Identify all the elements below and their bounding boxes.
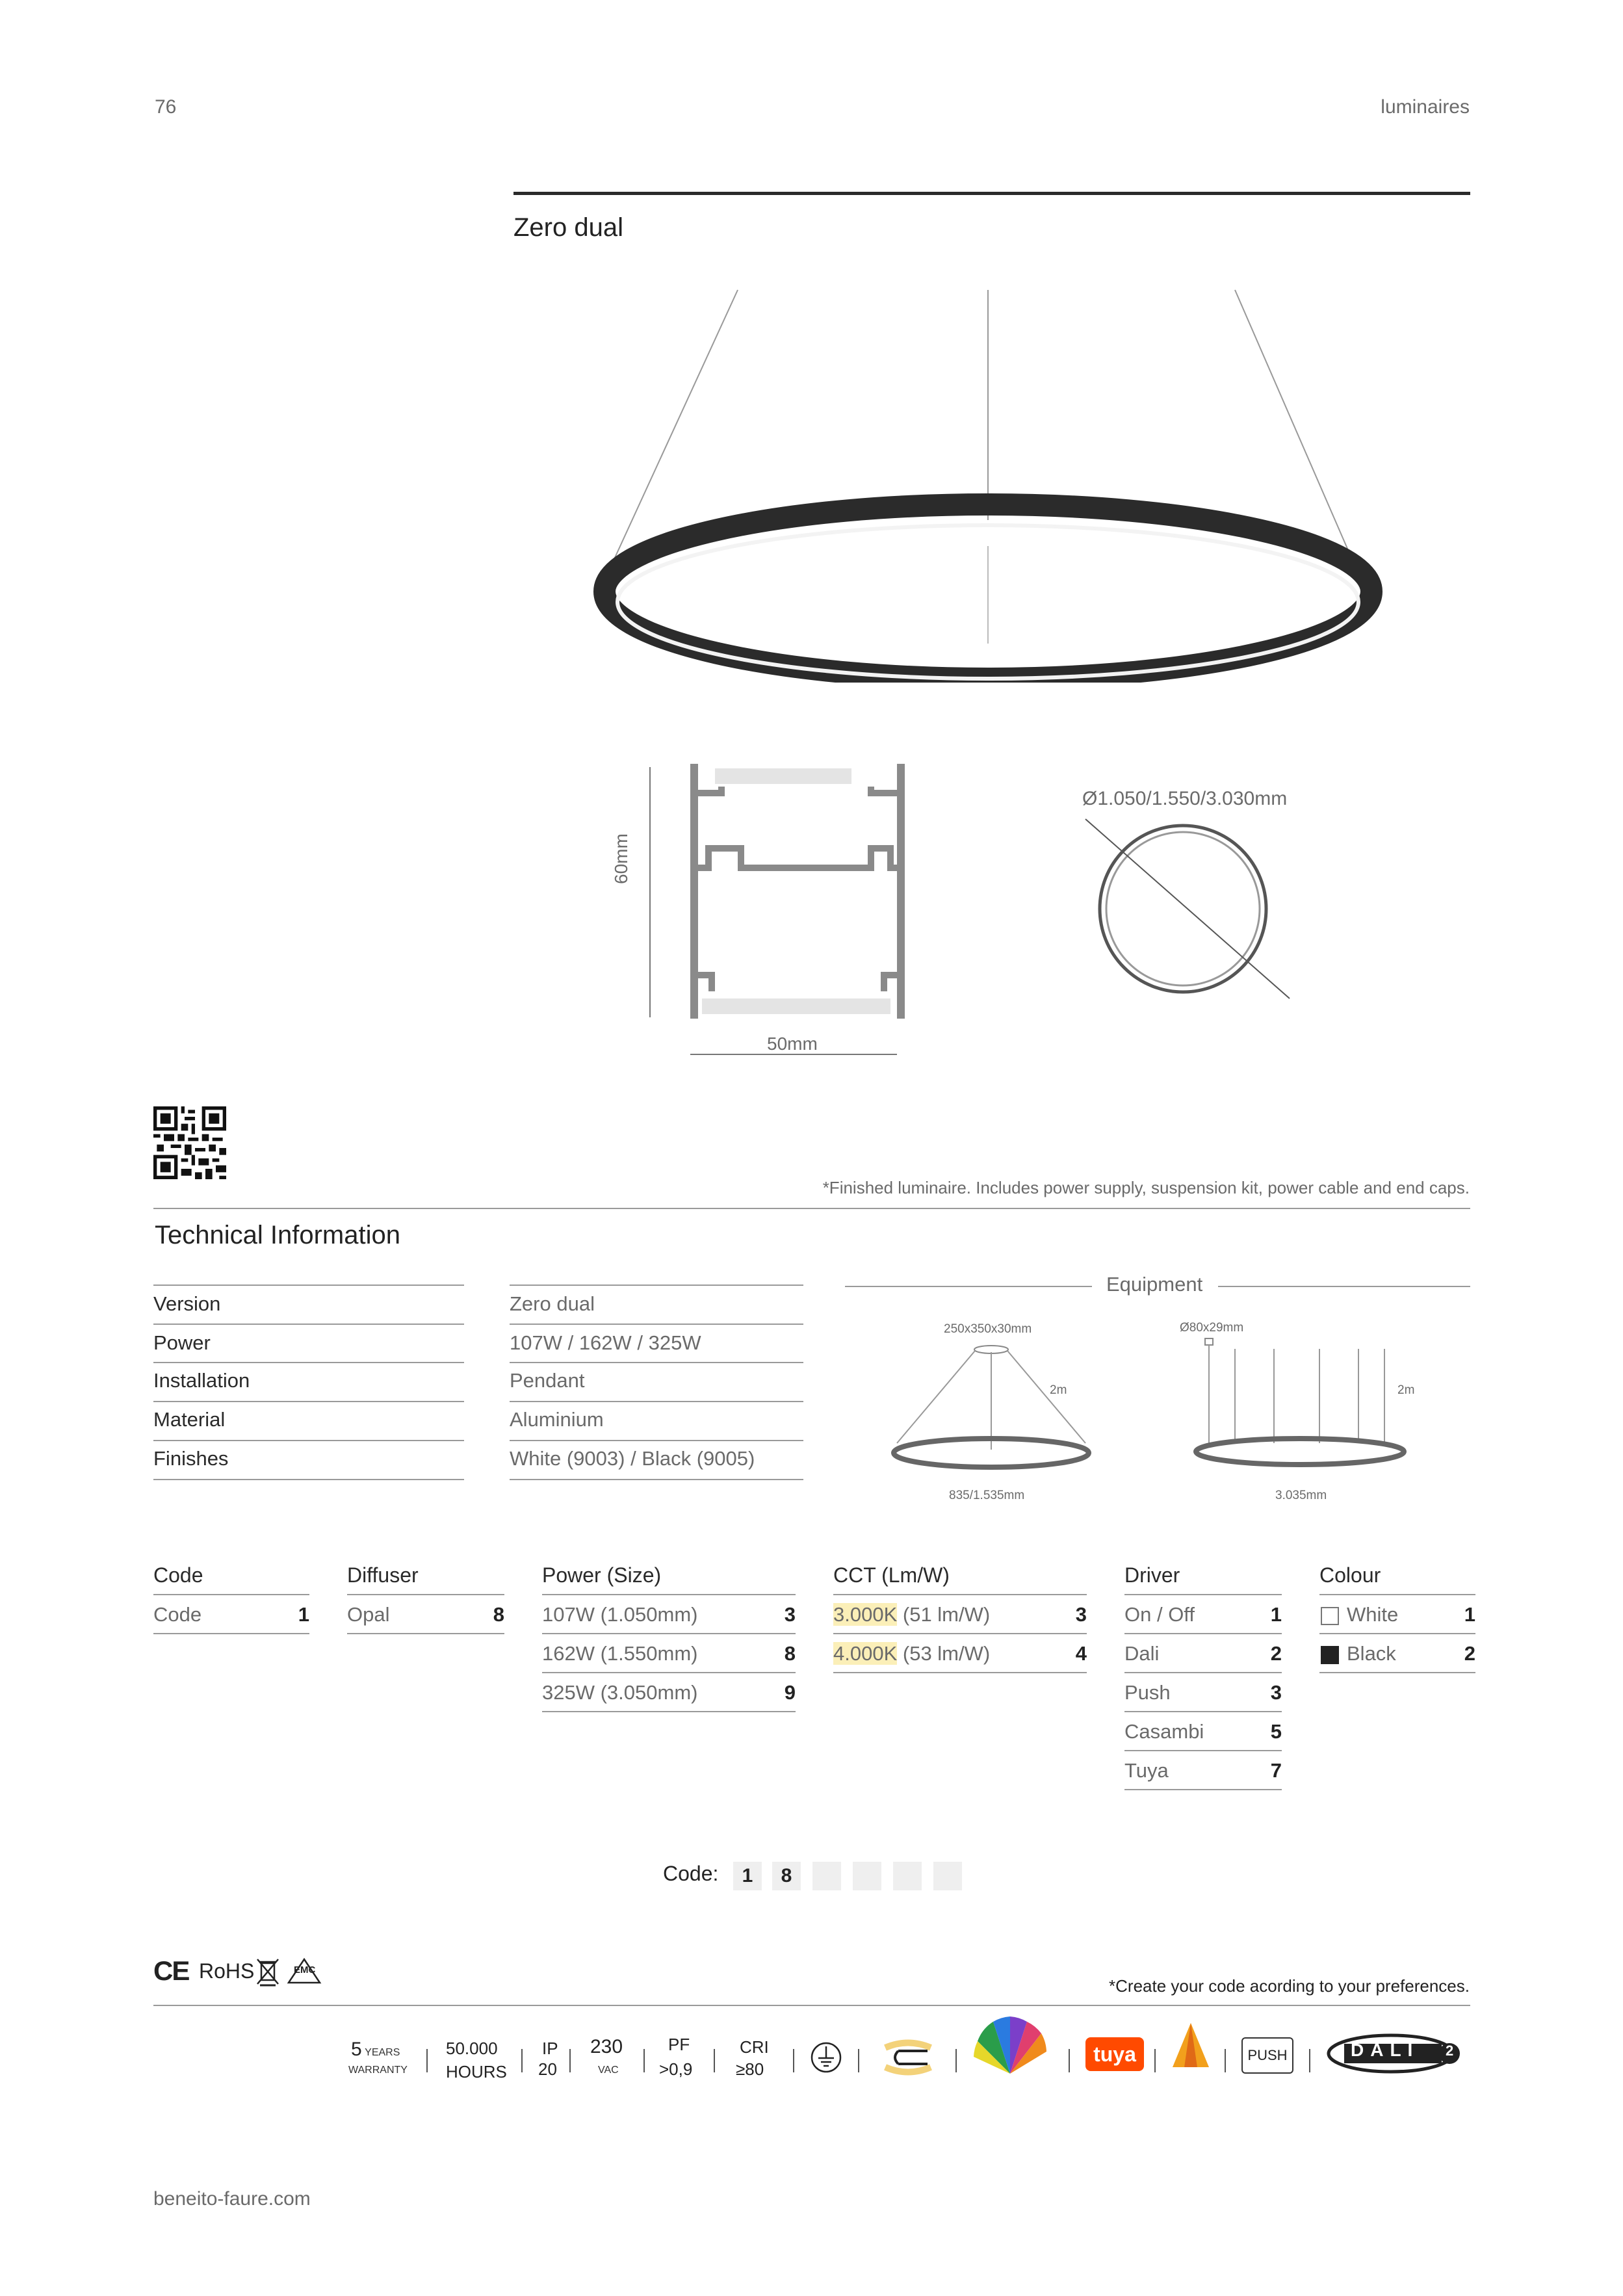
diffuser-col-rule bbox=[347, 1633, 504, 1634]
colour-col-rule bbox=[1319, 1594, 1475, 1595]
light-direction-icon bbox=[879, 2035, 937, 2080]
profile-height-label: 60mm bbox=[611, 833, 631, 884]
tuya-logo: tuya bbox=[1085, 2037, 1144, 2071]
equipment-b-side: 2m bbox=[1397, 1383, 1415, 1397]
footer-url[interactable]: beneito-faure.com bbox=[153, 2188, 311, 2210]
product-image bbox=[572, 280, 1391, 683]
spec-value-power: 107W / 162W / 325W bbox=[510, 1331, 701, 1354]
cct-row-num: 3 bbox=[1075, 1603, 1087, 1626]
spec-label-finishes: Finishes bbox=[153, 1447, 229, 1470]
cri-label: CRI bbox=[740, 2037, 769, 2057]
cct-col-rule bbox=[833, 1672, 1087, 1673]
spec-separator bbox=[858, 2049, 859, 2072]
spec-value-installation: Pendant bbox=[510, 1369, 585, 1392]
equipment-b-top: Ø80x29mm bbox=[1180, 1321, 1244, 1335]
product-title: Zero dual bbox=[513, 213, 623, 242]
hours-num: 50.000 bbox=[446, 2039, 498, 2058]
voltage-unit: VAC bbox=[598, 2065, 619, 2076]
ip-value: 20 bbox=[538, 2059, 557, 2079]
code-builder-label: Code: bbox=[663, 1862, 719, 1885]
colour-col-rule bbox=[1319, 1672, 1475, 1673]
spec-value-finishes: White (9003) / Black (9005) bbox=[510, 1447, 755, 1470]
driver-row-label: Dali bbox=[1124, 1642, 1160, 1665]
code-digit-2[interactable]: 8 bbox=[772, 1862, 801, 1890]
driver-col-head: Driver bbox=[1124, 1563, 1180, 1587]
power-row-label: 162W (1.550mm) bbox=[542, 1642, 698, 1665]
driver-row-label: Push bbox=[1124, 1681, 1171, 1704]
cri-value: ≥80 bbox=[736, 2059, 764, 2079]
diffuser-col-head: Diffuser bbox=[347, 1563, 419, 1587]
spec-rule bbox=[510, 1285, 803, 1286]
weee-icon bbox=[256, 1957, 279, 1987]
spec-separator bbox=[793, 2049, 794, 2072]
power-row-label: 325W (3.050mm) bbox=[542, 1681, 698, 1704]
diameter-label: Ø1.050/1.550/3.030mm bbox=[1082, 788, 1288, 809]
finished-note: *Finished luminaire. Includes power supply, suspension kit, power cable and end caps. bbox=[822, 1178, 1470, 1197]
swatch-white bbox=[1321, 1607, 1339, 1625]
equipment-rule-right bbox=[1218, 1286, 1470, 1287]
driver-col-rule bbox=[1124, 1750, 1282, 1751]
driver-row-num: 7 bbox=[1270, 1759, 1282, 1782]
spec-separator bbox=[955, 2049, 957, 2072]
diffuser-row-num: 8 bbox=[493, 1603, 504, 1626]
spec-rule bbox=[153, 1479, 464, 1480]
section-label: luminaires bbox=[1381, 96, 1470, 118]
colour-row-label: White bbox=[1347, 1603, 1399, 1626]
spec-rule bbox=[153, 1401, 464, 1402]
qr-code[interactable] bbox=[153, 1106, 226, 1179]
profile-width-label: 50mm bbox=[767, 1034, 818, 1054]
diameter-drawing bbox=[1072, 787, 1306, 1008]
driver-col-rule bbox=[1124, 1633, 1282, 1634]
spec-separator bbox=[714, 2049, 715, 2072]
diffuser-row-label: Opal bbox=[347, 1603, 390, 1626]
voltage-value: 230 bbox=[590, 2036, 623, 2057]
driver-row-num: 5 bbox=[1270, 1720, 1282, 1743]
equipment-diagram-a bbox=[884, 1339, 1098, 1482]
colour-row-label: Black bbox=[1347, 1642, 1396, 1665]
dali-version: 2 bbox=[1446, 2042, 1454, 2059]
spec-rule bbox=[510, 1440, 803, 1441]
driver-row-label: Casambi bbox=[1124, 1720, 1204, 1743]
power-row-label: 107W (1.050mm) bbox=[542, 1603, 698, 1626]
spec-value-material: Aluminium bbox=[510, 1408, 604, 1431]
power-col-rule bbox=[542, 1594, 796, 1595]
spec-separator bbox=[1309, 2049, 1310, 2072]
code-col-rule bbox=[153, 1594, 309, 1595]
spec-separator bbox=[1069, 2049, 1070, 2072]
power-col-rule bbox=[542, 1633, 796, 1634]
earth-icon bbox=[810, 2039, 842, 2076]
cct-col-rule bbox=[833, 1633, 1087, 1634]
spec-rule bbox=[153, 1440, 464, 1441]
code-col-row-label: Code bbox=[153, 1603, 202, 1626]
spec-rule bbox=[510, 1479, 803, 1480]
equipment-diagram-b bbox=[1183, 1336, 1417, 1479]
spec-rule bbox=[153, 1285, 464, 1286]
warranty-years: YEARS bbox=[365, 2047, 400, 2058]
spec-rule bbox=[510, 1362, 803, 1363]
technical-rule bbox=[153, 1208, 1470, 1209]
cert-rule bbox=[153, 2005, 1470, 2006]
driver-row-num: 3 bbox=[1270, 1681, 1282, 1704]
spec-rule bbox=[153, 1362, 464, 1363]
cct-row bbox=[833, 1642, 990, 1665]
title-rule bbox=[513, 192, 1470, 195]
cct-row-num: 4 bbox=[1075, 1642, 1087, 1665]
driver-row-num: 2 bbox=[1270, 1642, 1282, 1665]
driver-row-label: On / Off bbox=[1124, 1603, 1195, 1626]
spec-label-installation: Installation bbox=[153, 1369, 250, 1392]
casambi-logo-icon bbox=[1171, 2020, 1210, 2070]
power-row-num: 3 bbox=[784, 1603, 796, 1626]
cct-highlight: 4.000K bbox=[833, 1642, 898, 1665]
pf-label: PF bbox=[668, 2035, 690, 2054]
spec-separator bbox=[643, 2049, 645, 2072]
profile-drawing bbox=[624, 761, 916, 1073]
power-row-num: 8 bbox=[784, 1642, 796, 1665]
code-digit-6[interactable] bbox=[933, 1862, 962, 1890]
swatch-black bbox=[1321, 1646, 1339, 1664]
equipment-b-bottom: 3.035mm bbox=[1275, 1489, 1327, 1502]
warranty-label: WARRANTY bbox=[348, 2065, 408, 2076]
spec-rule bbox=[510, 1324, 803, 1325]
cct-efficacy: (53 lm/W) bbox=[897, 1642, 991, 1665]
hours-label: HOURS bbox=[446, 2062, 507, 2081]
spec-rule bbox=[153, 1324, 464, 1325]
spec-separator bbox=[521, 2049, 523, 2072]
power-row-num: 9 bbox=[784, 1681, 796, 1704]
driver-col-rule bbox=[1124, 1672, 1282, 1673]
casambi-colour-icon bbox=[971, 2013, 1049, 2080]
spec-rule bbox=[510, 1401, 803, 1402]
driver-row-label: Tuya bbox=[1124, 1759, 1169, 1782]
colour-row-num: 2 bbox=[1464, 1642, 1475, 1665]
code-digit-5[interactable] bbox=[893, 1862, 922, 1890]
power-col-rule bbox=[542, 1711, 796, 1712]
code-digit-1[interactable]: 1 bbox=[733, 1862, 762, 1890]
code-col-row-num: 1 bbox=[298, 1603, 309, 1626]
spec-separator bbox=[426, 2049, 428, 2072]
equipment-rule-left bbox=[845, 1286, 1092, 1287]
warranty-badge bbox=[351, 2039, 400, 2061]
page-number: 76 bbox=[155, 96, 177, 118]
emc-label: EMC bbox=[294, 1964, 316, 1976]
colour-col-rule bbox=[1319, 1633, 1475, 1634]
dali-text: DALI bbox=[1351, 2040, 1420, 2060]
push-badge: PUSH bbox=[1241, 2037, 1293, 2074]
ip-label: IP bbox=[542, 2039, 558, 2058]
code-digit-4[interactable] bbox=[853, 1862, 881, 1890]
create-note: *Create your code acording to your preferences. bbox=[1109, 1976, 1470, 1996]
driver-row-num: 1 bbox=[1270, 1603, 1282, 1626]
spec-separator bbox=[569, 2049, 571, 2072]
driver-col-rule bbox=[1124, 1711, 1282, 1712]
colour-row-num: 1 bbox=[1464, 1603, 1475, 1626]
driver-col-rule bbox=[1124, 1594, 1282, 1595]
spec-separator bbox=[1225, 2049, 1226, 2072]
code-col-head: Code bbox=[153, 1563, 203, 1587]
pf-value: >0,9 bbox=[659, 2059, 693, 2079]
warranty-num: 5 bbox=[351, 2039, 362, 2060]
code-digit-3[interactable] bbox=[812, 1862, 841, 1890]
driver-col-rule bbox=[1124, 1789, 1282, 1790]
spec-label-material: Material bbox=[153, 1408, 226, 1431]
spec-label-version: Version bbox=[153, 1292, 221, 1315]
ce-mark: CE bbox=[153, 1955, 189, 1986]
technical-title: Technical Information bbox=[155, 1221, 400, 1249]
equipment-a-top: 250x350x30mm bbox=[944, 1322, 1032, 1336]
power-col-head: Power (Size) bbox=[542, 1563, 662, 1587]
power-col-rule bbox=[542, 1672, 796, 1673]
cct-row bbox=[833, 1603, 990, 1626]
rohs-mark: RoHS bbox=[199, 1959, 255, 1983]
equipment-a-bottom: 835/1.535mm bbox=[949, 1489, 1025, 1502]
equipment-a-side: 2m bbox=[1050, 1383, 1067, 1397]
spec-label-power: Power bbox=[153, 1331, 211, 1354]
spec-separator bbox=[1154, 2049, 1156, 2072]
code-col-rule bbox=[153, 1633, 309, 1634]
diffuser-col-rule bbox=[347, 1594, 504, 1595]
cct-col-rule bbox=[833, 1594, 1087, 1595]
colour-col-head: Colour bbox=[1319, 1563, 1381, 1587]
cct-col-head: CCT (Lm/W) bbox=[833, 1563, 950, 1587]
cct-efficacy: (51 lm/W) bbox=[897, 1603, 991, 1626]
cct-highlight: 3.000K bbox=[833, 1603, 898, 1626]
spec-value-version: Zero dual bbox=[510, 1292, 595, 1315]
equipment-title: Equipment bbox=[1106, 1273, 1203, 1296]
